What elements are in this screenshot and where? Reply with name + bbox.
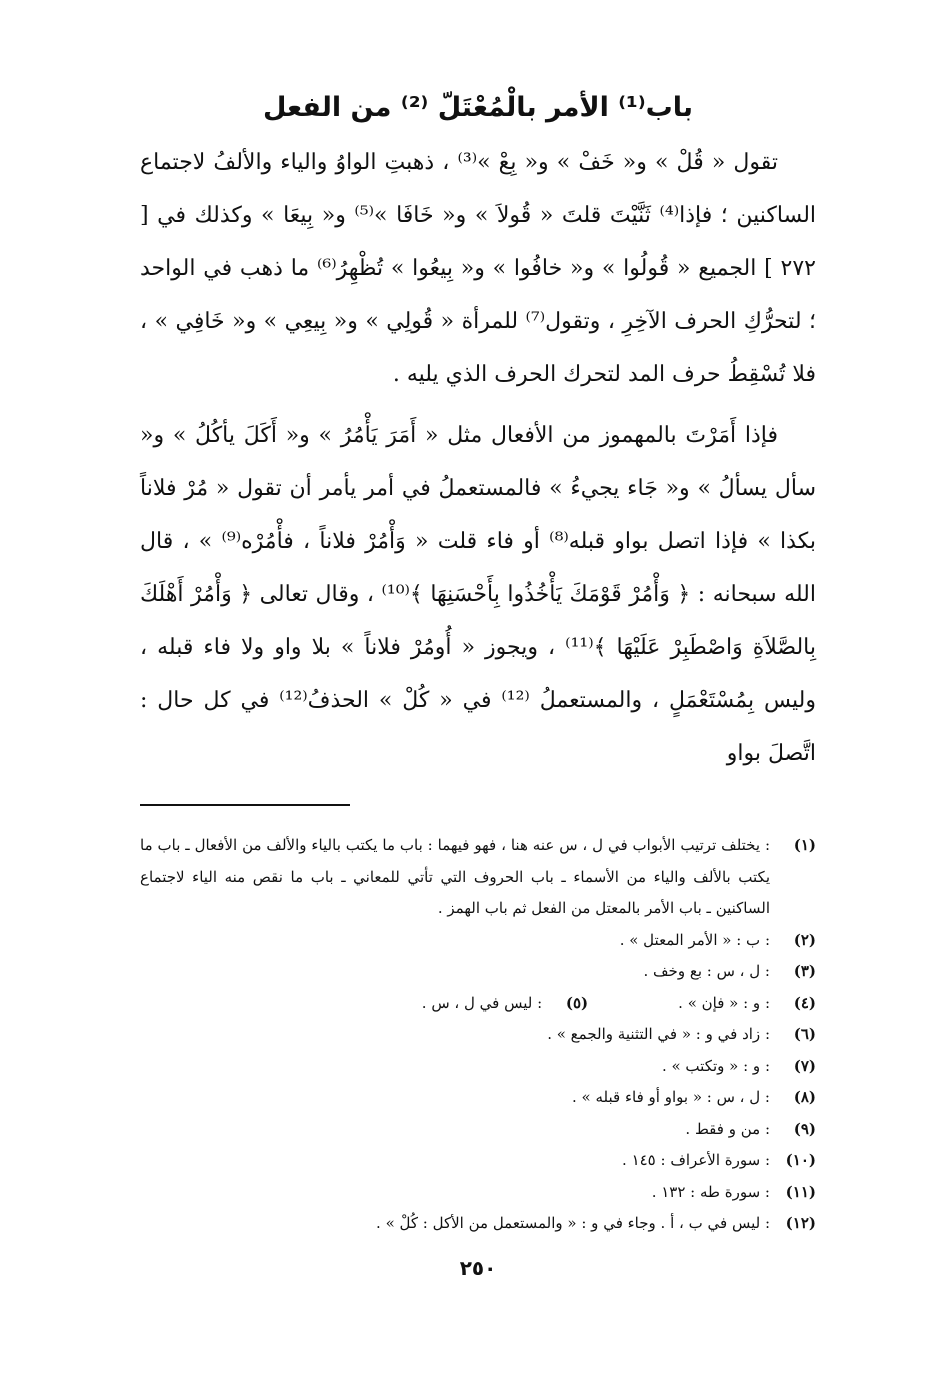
- footnote-number: (٦): [793, 1025, 816, 1043]
- footnote-number: (٥): [565, 993, 589, 1012]
- footnote-text: : ل ، س : بع وخف .: [643, 962, 770, 980]
- footnotes: [140, 830, 816, 1240]
- footnote-3: [140, 956, 816, 988]
- footnote-pair: [422, 988, 770, 1020]
- footnote-number: (٩): [793, 1119, 816, 1138]
- book-page: [140, 88, 816, 1338]
- footnote-text: : ب : « الأمر المعتل » .: [619, 930, 770, 949]
- footnote-text: : زاد في و : « في التثنية والجمع » .: [547, 1025, 770, 1043]
- footnote-9: [140, 1114, 816, 1146]
- footnote-12: [140, 1208, 816, 1240]
- footnote-7: [140, 1051, 816, 1083]
- footnote-separator: [140, 804, 350, 806]
- footnote-number: (١١): [785, 1182, 816, 1201]
- footnote-text: : ليس في ب ، أ . وجاء في و : « والمستعمل من الأكل : كُلْ » .: [376, 1214, 770, 1232]
- footnote-text: : ل ، س : « بواو أو فاء قبله » .: [572, 1088, 770, 1106]
- footnote-4-5: [140, 988, 816, 1020]
- footnote-number: (٧): [793, 1056, 816, 1075]
- footnote-10: [140, 1145, 816, 1177]
- footnote-11: [140, 1177, 816, 1209]
- footnote-number: (١): [793, 836, 816, 854]
- footnote-5: [422, 988, 588, 1020]
- footnote-number: (٨): [793, 1088, 816, 1106]
- footnote-text: : يختلف ترتيب الأبواب في ل ، س عنه هنا ، فهو فيهما : باب ما يكتب بالياء والألف من الأفعال ـ باب ما يكتب بالألف والياء من الأسماء ـ باب الحروف التي تأتي للمعاني ـ باب ما نقص منه الياء لاجتماع الساكنين ـ باب الأمر بالمعتل من الفعل ثم باب الهمز .: [140, 836, 770, 917]
- footnote-number: (٣): [793, 962, 816, 980]
- footnote-number: (١٠): [785, 1151, 816, 1169]
- footnote-number: (١٢): [785, 1214, 816, 1232]
- footnote-text: : و : « فإن » .: [678, 993, 770, 1012]
- footnote-text: : و : « وتكتب » .: [661, 1056, 770, 1075]
- body-paragraph-2: فإذا أَمَرْتَ بالمهموز من الأفعال مثل « أَمَرَ يَأْمُرُ » و« أَكَلَ يأكُلُ » و« سأل يسألُ » و« جَاء يجيءُ » فالمستعملُ في أمر يأمر أن تقول « مُرْ فلاناً بكذا » فإذا اتصل بواو قبله⁽⁸⁾ أو فاء قلت « وَأْمُرْ فلاناً ، فأْمُرْه⁽⁹⁾ » ، قال الله سبحانه : ﴿ وَأْمُرْ قَوْمَكَ يَأْخُذُوا بِأَحْسَنِهَا ﴾⁽¹⁰⁾ ، وقال تعالى ﴿ وَأْمُرْ أَهْلَكَ بِالصَّلاَةِ وَاصْطَبِرْ عَلَيْهَا ﴾⁽¹¹⁾ ، ويجوز « أُومُرْ فلاناً » بلا واو ولا فاء قبله ، وليس بِمُسْتَعْمَلٍ ، والمستعملُ ⁽¹²⁾ في « كُلْ » الحذفُ⁽¹²⁾ في كل حال : اتَّصلَ بواو: [140, 423, 817, 766]
- footnote-text: : من و فقط .: [685, 1119, 770, 1138]
- footnote-2: [140, 925, 816, 957]
- footnote-text: : سورة الأعراف : ١٤٥ .: [622, 1151, 770, 1169]
- body-paragraph-1: تقول « قُلْ » و« خَفْ » و« بِعْ »⁽³⁾ ، ذهبتِ الواوُ والياء والألفُ لاجتماع الساكنين ؛ فإذا⁽⁴⁾ ثَنَّيْتَ قلتَ « قُولاَ » و« خَافَا »⁽⁵⁾ و« بِيعَا » وكذلك في [ ٢٧٢ ] الجميع « قُولُوا » و« خافُوا » و« بِيعُوا » تُظْهِرُ⁽⁶⁾ ما ذهب في الواحد ؛ لتحرُّكِ الحرف الآخِرِ ، وتقول⁽⁷⁾ للمرأة « قُولِي » و« بِيعِي » و« خَافِي » ، فلا تُسْقِطُ حرف المد لتحرك الحرف الذي يليه .: [140, 150, 817, 387]
- footnote-number: (٤): [793, 993, 816, 1012]
- footnote-1: [140, 830, 816, 925]
- footnote-number: (٢): [793, 930, 816, 949]
- footnote-6: [140, 1019, 816, 1051]
- footnote-text: : ليس في ل ، س .: [421, 993, 543, 1012]
- footnote-8: [140, 1082, 816, 1114]
- page-number: ٢٥٠: [459, 1256, 497, 1280]
- chapter-title: باب⁽¹⁾ الأمر بالْمُعْتَلّ ⁽²⁾ من الفعل: [262, 92, 694, 123]
- footnote-text: : سورة طه : ١٣٢ .: [651, 1182, 770, 1201]
